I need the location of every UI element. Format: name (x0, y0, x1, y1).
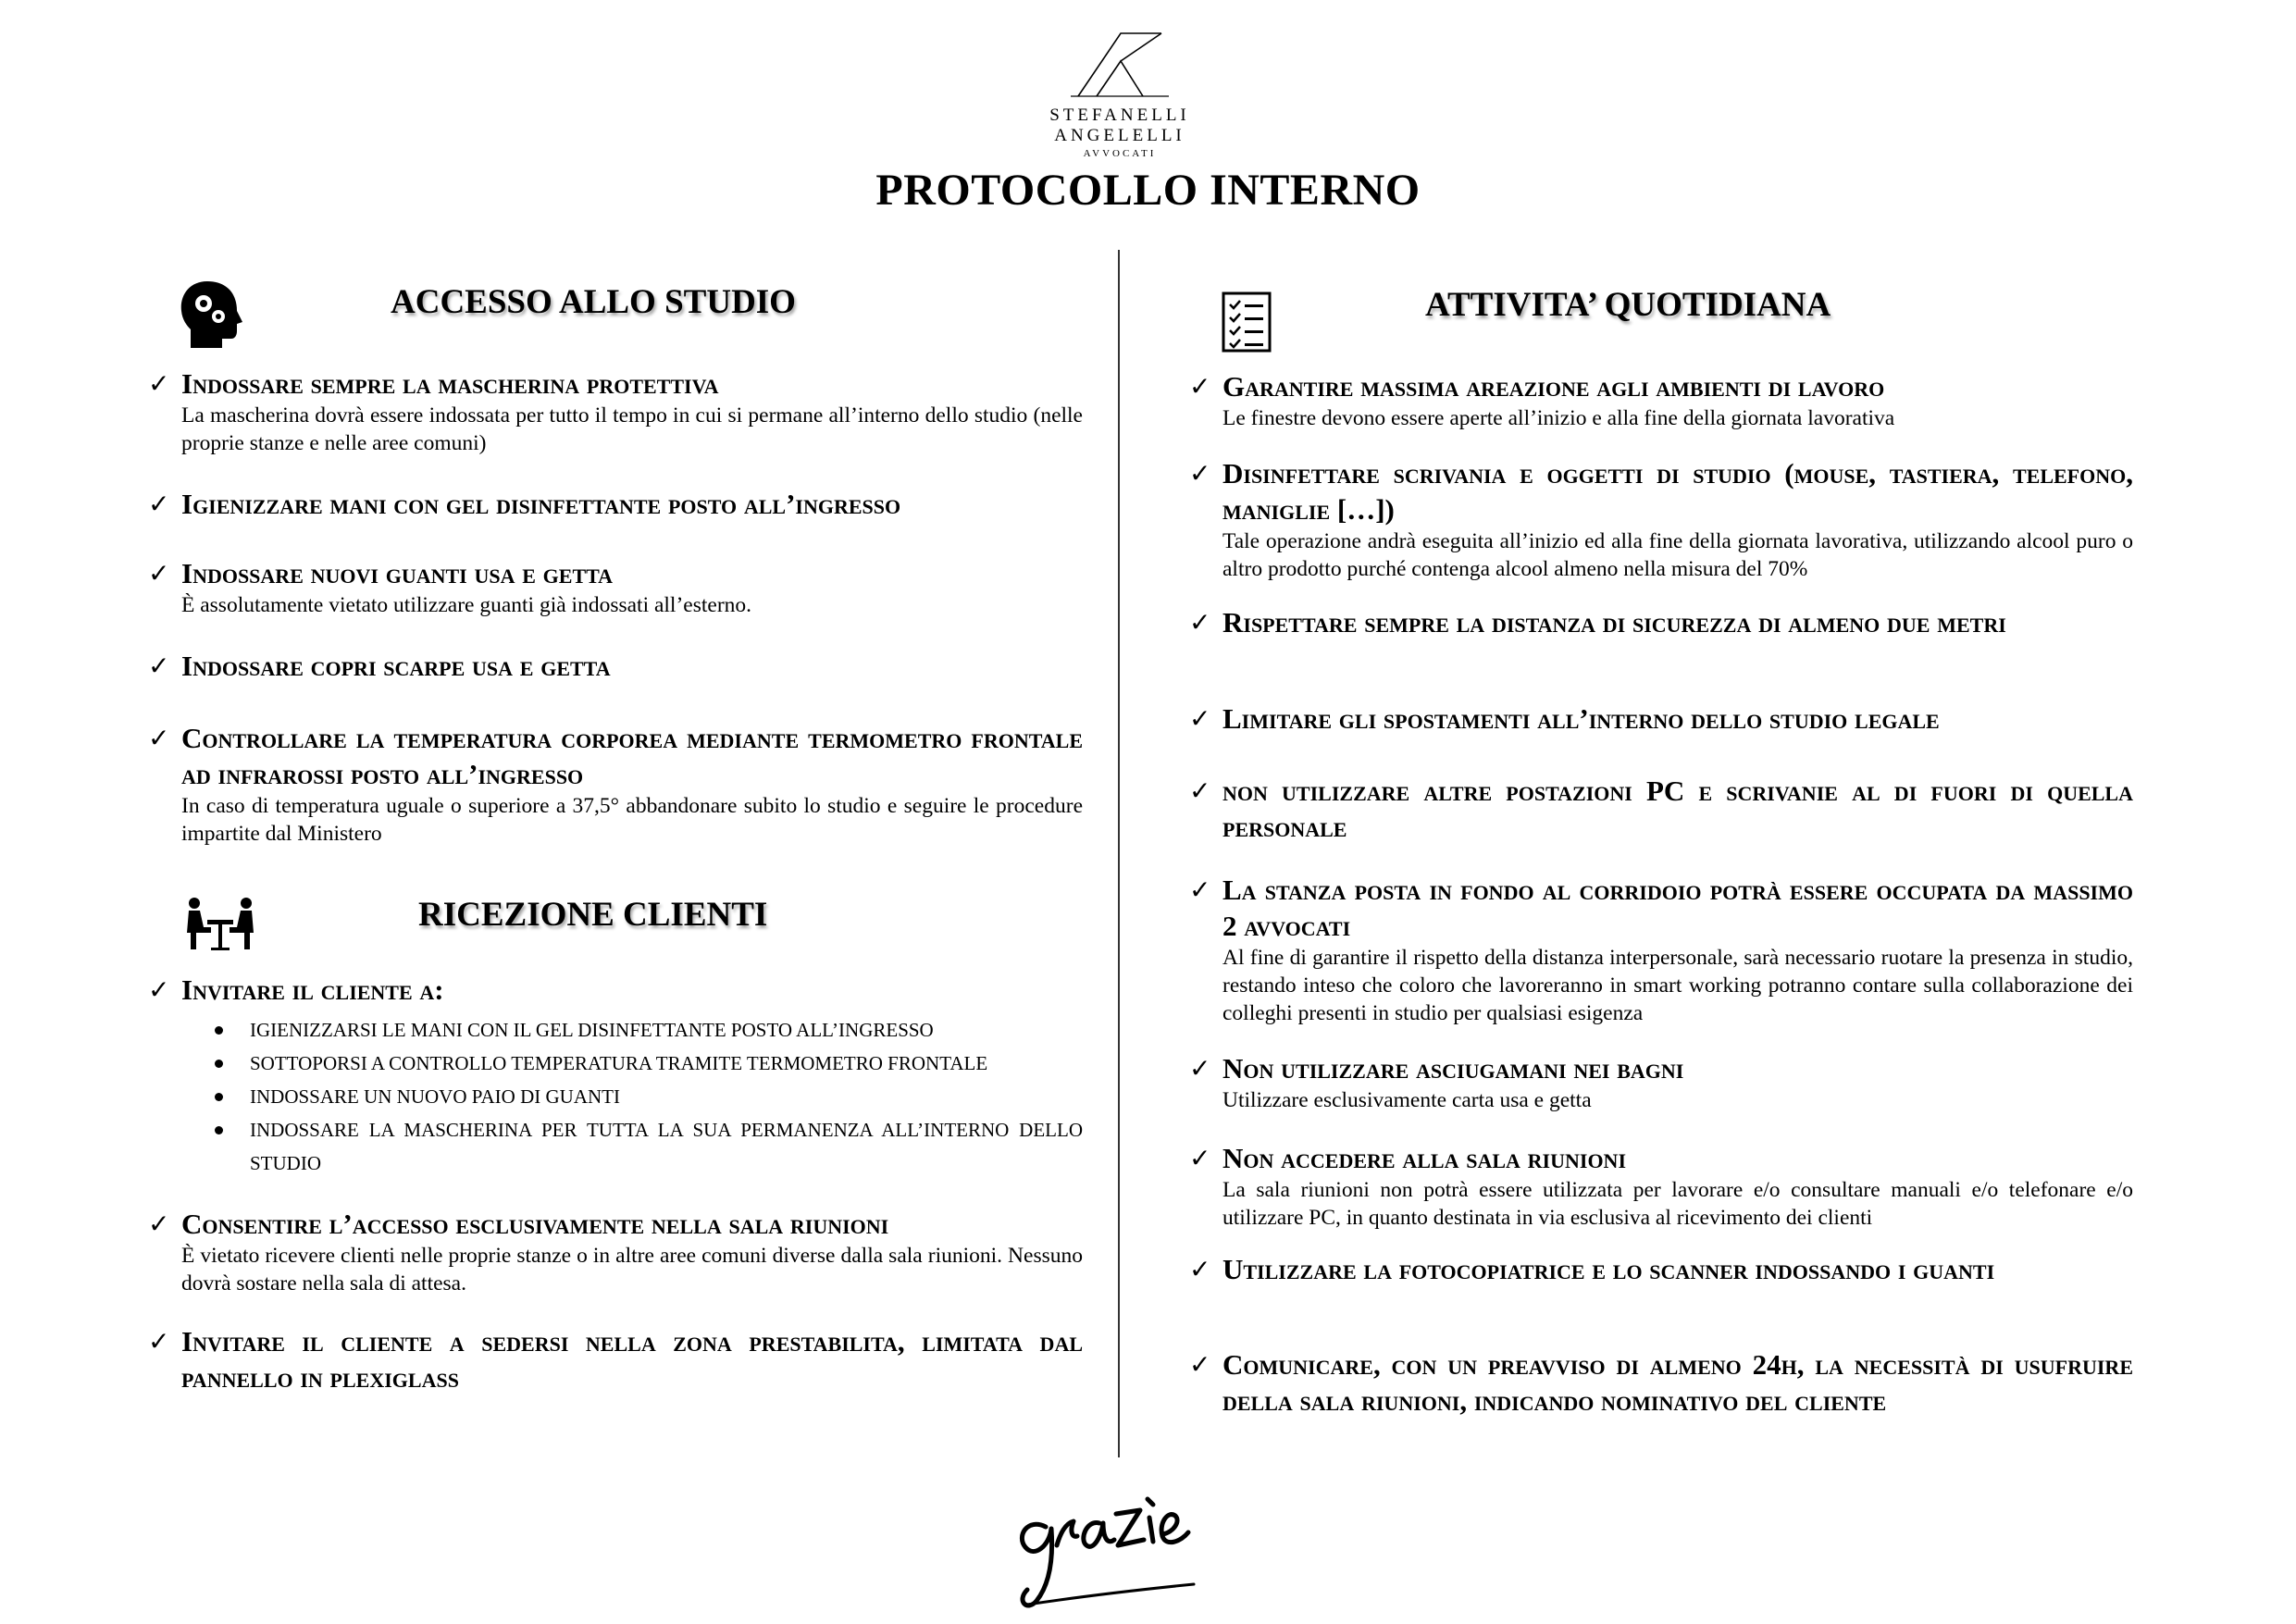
check-icon: ✓ (148, 558, 170, 589)
list-item (1189, 455, 2133, 583)
item-heading: Limitare gli spostamenti all’interno dello studio legale (1222, 702, 1940, 735)
section-title-attivita: ATTIVITA’ QUOTIDIANA (1425, 286, 1831, 324)
right-column (1189, 0, 2133, 1624)
item-heading: Igienizzare mani con gel disinfettante posto all’ingresso (181, 488, 901, 520)
check-icon: ✓ (1189, 874, 1211, 905)
list-item (1189, 1346, 2133, 1419)
item-description: Le finestre devono essere aperte all’inizio e alla fine della giornata lavorativa (1222, 406, 1895, 430)
bullet-item: INDOSSARE UN NUOVO PAIO DI GUANTI (215, 1080, 1083, 1113)
check-icon: ✓ (1189, 703, 1211, 734)
check-icon: ✓ (1189, 371, 1211, 402)
item-heading: Disinfettare scrivania e oggetti di studio (mouse, tastiera, telefono, maniglie […]) (1222, 457, 2133, 526)
check-icon: ✓ (148, 368, 170, 399)
item-heading: Invitare il cliente a sedersi nella zona prestabilita, limitata dal pannello in plexiglass (181, 1325, 1083, 1394)
list-item (148, 1323, 1083, 1395)
item-description: È vietato ricevere clienti nelle proprie stanze o in altre aree comuni diverse dalla sala riunioni. Nessuno dovrà sostare nella sala di attesa. (181, 1244, 1083, 1295)
list-item (148, 972, 1083, 1180)
item-heading: Invitare il cliente a: (181, 973, 444, 1006)
page-title: PROTOCOLLO INTERNO (875, 166, 1421, 215)
item-description: In caso di temperatura uguale o superiore a 37,5° abbandonare subito lo studio e seguire le procedure impartite dal Ministero (181, 794, 1083, 846)
check-icon: ✓ (1189, 607, 1211, 638)
grazie-signature (1009, 1462, 1222, 1624)
check-icon: ✓ (148, 723, 170, 753)
list-item (1189, 773, 2133, 845)
list-item (1189, 872, 2133, 1027)
item-heading: Controllare la temperatura corporea mediante termometro frontale ad infrarossi posto all’ingresso (181, 722, 1083, 790)
list-item (1189, 1140, 2133, 1232)
bullet-item: INDOSSARE LA MASCHERINA PER TUTTA LA SUA PERMANENZA ALL’INTERNO DELLO STUDIO (215, 1113, 1083, 1180)
checklist-icon (1222, 291, 1272, 357)
item-description: Al fine di garantire il rispetto della distanza interpersonale, sarà necessario ruotare la presenza in studio, restando inteso che coloro che lavoreranno in smart working potranno contare sulla collaborazione dei colleghi presenti in studio per qualsiasi esigenza (1222, 946, 2133, 1025)
item-description: Tale operazione andrà eseguita all’inizio ed alla fine della giornata lavorativa, utilizzando alcool puro o altro prodotto purché contenga alcool almeno nella misura del 70% (1222, 529, 2133, 581)
bullet-item: SOTTOPORSI A CONTROLLO TEMPERATURA TRAMITE TERMOMETRO FRONTALE (215, 1047, 1083, 1080)
item-heading: Non utilizzare asciugamani nei bagni (1222, 1052, 1684, 1085)
meeting-table-icon (183, 896, 257, 956)
list-item (148, 648, 1083, 684)
item-heading: Comunicare, con un preavviso di almeno 24h, la necessità di usufruire della sala riunioni, indicando nominativo del cliente (1222, 1348, 2133, 1417)
item-heading: La stanza posta in fondo al corridoio potrà essere occupata da massimo 2 avvocati (1222, 874, 2133, 942)
list-item (148, 720, 1083, 848)
list-item (148, 1206, 1083, 1297)
item-heading: Non accedere alla sala riunioni (1222, 1142, 1627, 1174)
bullet-item: IGIENIZZARSI LE MANI CON IL GEL DISINFETTANTE POSTO ALL’INGRESSO (215, 1013, 1083, 1047)
left-column (148, 0, 1083, 1624)
check-icon: ✓ (1189, 1349, 1211, 1380)
item-description: La mascherina dovrà essere indossata per tutto il tempo in cui si permane all’interno dello studio (nelle proprie stanze e nelle aree comuni) (181, 403, 1083, 455)
item-heading: Utilizzare la fotocopiatrice e lo scanner indossando i guanti (1222, 1253, 1995, 1285)
check-icon: ✓ (148, 651, 170, 681)
bullet-list (148, 1013, 1083, 1180)
head-gears-icon (176, 278, 250, 356)
item-heading: non utilizzare altre postazioni PC e scrivanie al di fuori di quella personale (1222, 775, 2133, 843)
list-item (148, 366, 1083, 457)
list-item (148, 555, 1083, 619)
section-title-accesso: ACCESSO ALLO STUDIO (391, 283, 796, 321)
list-item (1189, 1050, 2133, 1114)
list-item (1189, 604, 2133, 640)
check-icon: ✓ (1189, 1053, 1211, 1084)
item-heading: Garantire massima areazione agli ambienti di lavoro (1222, 370, 1885, 403)
item-description: È assolutamente vietato utilizzare guanti già indossati all’esterno. (181, 593, 752, 617)
column-divider (1118, 250, 1120, 1457)
item-heading: Rispettare sempre la distanza di sicurezza di almeno due metri (1222, 606, 2006, 638)
item-heading: Indossare copri scarpe usa e getta (181, 650, 611, 682)
check-icon: ✓ (148, 489, 170, 519)
list-item (1189, 368, 2133, 432)
list-item (1189, 1251, 2133, 1287)
firm-subtitle: AVVOCATI (1083, 148, 1157, 159)
item-description: La sala riunioni non potrà essere utilizzata per lavorare e/o consultare manuali e/o telefonare e/o utilizzare PC, in quanto destinata in via esclusiva al ricevimento dei clienti (1222, 1178, 2133, 1230)
check-icon: ✓ (148, 1209, 170, 1239)
section-title-ricezione: RICEZIONE CLIENTI (418, 896, 768, 934)
list-item (1189, 700, 2133, 737)
check-icon: ✓ (148, 1326, 170, 1357)
item-heading: Indossare sempre la mascherina protettiva (181, 367, 719, 400)
check-icon: ✓ (1189, 1254, 1211, 1284)
check-icon: ✓ (1189, 775, 1211, 806)
check-icon: ✓ (1189, 458, 1211, 489)
item-heading: Consentire l’accesso esclusivamente nella sala riunioni (181, 1208, 889, 1240)
firm-name: STEFANELLI ANGELELLI (1049, 105, 1190, 145)
item-description: Utilizzare esclusivamente carta usa e getta (1222, 1088, 1592, 1112)
firm-monogram-icon (1069, 28, 1171, 102)
list-item (148, 486, 1083, 522)
check-icon: ✓ (1189, 1143, 1211, 1173)
check-icon: ✓ (148, 974, 170, 1005)
item-heading: Indossare nuovi guanti usa e getta (181, 557, 614, 589)
